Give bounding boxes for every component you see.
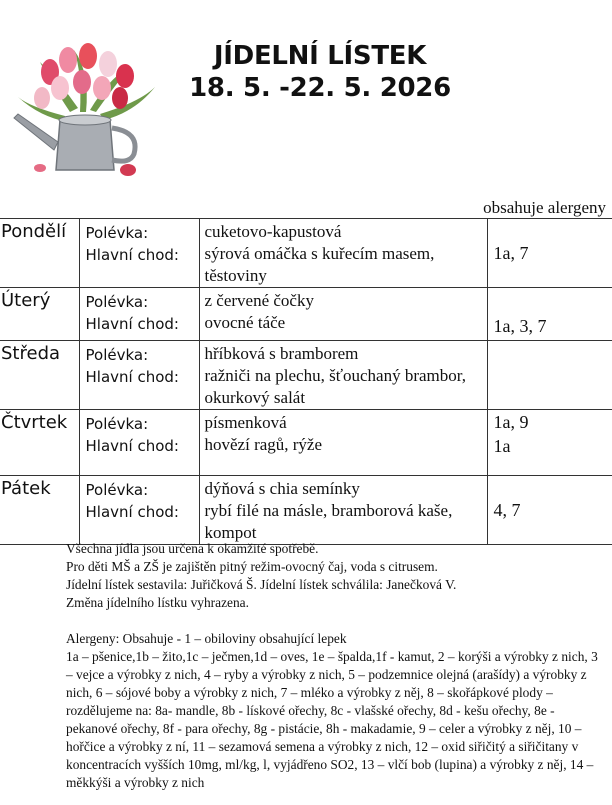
allergens-legend-text: 1a – pšenice,1b – žito,1c – ječmen,1d – oves, 1e – špalda,1f - kamut, 2 – korýši a výrobky z nich, 3 – vejce a výrobky z nich, 4 – ryby a výrobky z nich, 5 – podzemnice olejná (arašídy) a výrobky z nich, 6 – sójové boby a výrobky z nich, 7 – mléko a výrobky z něj, 8 – skořápkové plody – rozdělujeme na: 8a- mandle, 8b - lískové ořechy, 8c - vlašské ořechy, 8d - kešu ořechy, 8e - pekanové ořechy, 8f - para ořechy, 8g - pistácie, 8h - makadamie, 9 – celer a výrobky z něj, 10 – hořčice a výrobky z ní, 11 – sezamová semena a výrobky z nich, 12 – oxid siřičitý a siřičitany v koncentracích vyšších 10mg, ml/kg, l, vyjádřeno SO2, 13 – vlčí bob (lupina) a výrobky z něj, 14 – měkkýši a výrobky z nich <box>66 649 598 790</box>
soup-label: Polévka: <box>85 293 149 311</box>
soup-label: Polévka: <box>85 481 149 499</box>
tulip-watering-can-illustration <box>10 42 160 182</box>
freshness-note: Všechna jídla jsou určena k okamžité spotřebě. <box>66 541 319 556</box>
main-dish: ovocné táče <box>204 313 286 332</box>
day-name: Úterý <box>0 288 79 341</box>
menu-date-range: 18. 5. -22. 5. 2026 <box>189 73 451 103</box>
main-course-label: Hlavní chod: <box>85 437 179 455</box>
soup-dish: cuketovo-kapustová <box>204 222 342 241</box>
main-course-label: Hlavní chod: <box>85 503 179 521</box>
authors-note: Jídelní lístek sestavila: Juřičková Š. Jídelní lístek schválila: Janečková V. <box>66 577 457 592</box>
main-dish: rybí filé na másle, bramborová kaše, kompot <box>204 501 453 542</box>
table-row <box>0 410 612 476</box>
menu-title-block <box>170 40 470 104</box>
allergens-legend-title: Alergeny: Obsahuje - 1 – obiloviny obsahující lepek <box>66 631 347 646</box>
drinks-note: Pro děti MŠ a ZŠ je zajištěn pitný režim-ovocný čaj, voda s citrusem. <box>66 559 438 574</box>
main-course-label: Hlavní chod: <box>85 368 179 386</box>
allergen-codes: 4, 7 <box>493 500 521 520</box>
changes-note: Změna jídelního lístku vyhrazena. <box>66 595 249 610</box>
soup-label: Polévka: <box>85 346 149 364</box>
allergens-column-heading: obsahuje alergeny <box>483 198 606 217</box>
soup-dish: z červené čočky <box>204 291 314 310</box>
table-row <box>0 288 612 341</box>
main-dish: hovězí ragů, rýže <box>204 435 323 454</box>
menu-title: JÍDELNÍ LÍSTEK <box>213 41 427 71</box>
soup-label: Polévka: <box>85 415 149 433</box>
allergen-codes: 1a, 3, 7 <box>493 316 547 336</box>
allergen-codes-empty <box>487 341 612 410</box>
day-name: Pondělí <box>0 219 79 288</box>
allergen-codes-main: 1a <box>493 436 511 456</box>
soup-dish: písmenková <box>204 413 287 432</box>
main-course-label: Hlavní chod: <box>85 315 179 333</box>
main-dish: ražniči na plechu, šťouchaný brambor, okurkový salát <box>204 366 466 407</box>
main-dish: sýrová omáčka s kuřecím masem, těstoviny <box>204 244 435 285</box>
menu-footer-notes <box>66 540 606 792</box>
soup-dish: hříbková s bramborem <box>204 344 359 363</box>
day-name: Středa <box>0 341 79 410</box>
day-name: Pátek <box>0 476 79 545</box>
table-row <box>0 219 612 288</box>
weekly-menu-table <box>0 218 612 545</box>
table-row <box>0 341 612 410</box>
main-course-label: Hlavní chod: <box>85 246 179 264</box>
allergen-codes-soup: 1a, 9 <box>493 412 529 432</box>
day-name: Čtvrtek <box>0 410 79 476</box>
table-row <box>0 476 612 545</box>
soup-dish: dýňová s chia semínky <box>204 479 360 498</box>
soup-label: Polévka: <box>85 224 149 242</box>
allergen-codes: 1a, 7 <box>493 243 529 263</box>
